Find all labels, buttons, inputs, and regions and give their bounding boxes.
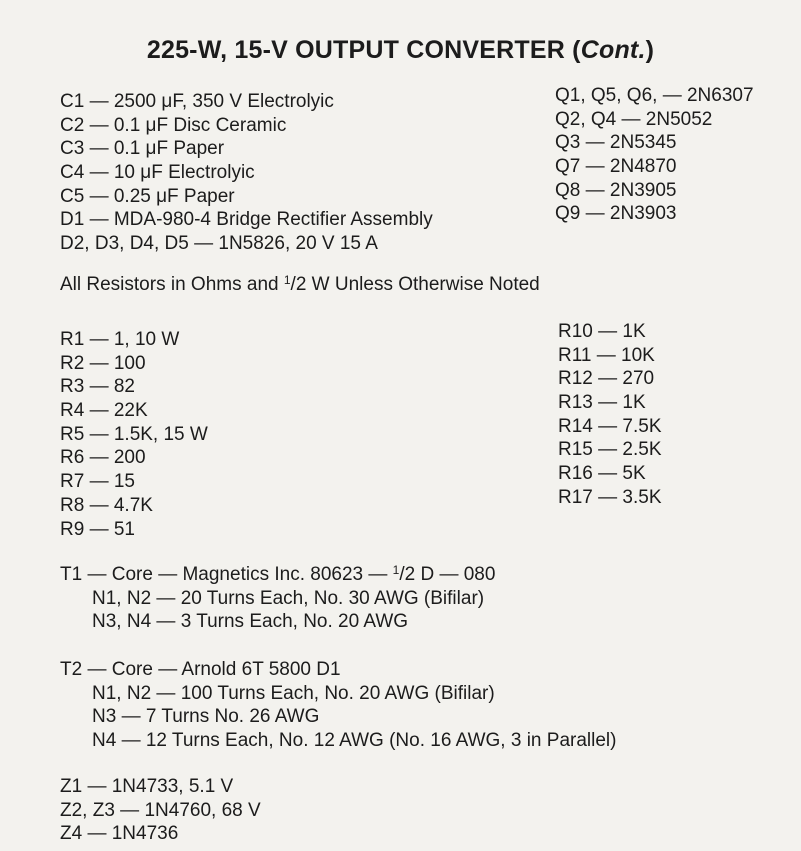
parts-line: R7 — 15 [60,471,135,493]
parts-line: R12 — 270 [558,368,655,390]
capacitor-diode-list [60,90,433,256]
t1-core: T1 — Core — Magnetics Inc. 80623 — $^1$/2 D — 080 [60,563,496,585]
parts-line: R8 — 4.7K [60,494,153,516]
parts-line: Z2, Z3 — 1N4760, 68 V [60,799,261,821]
parts-line: R3 — 82 [60,376,135,398]
page-title [0,36,801,65]
parts-line: R17 — 3.5K [558,486,662,508]
title-close: ) [645,36,655,64]
parts-line: R1 — 1, 10 W [60,329,180,350]
parts-line: Q7 — 2N4870 [555,156,677,178]
t2-core: T2 — Core — Arnold 6T 5800 D1 [60,659,341,680]
parts-line: C4 — 10 μF Electrolyic [60,162,255,184]
parts-line: Z4 — 1N4736 [60,823,179,844]
resistor-list-right [558,320,662,510]
t2-winding: N4 — 12 Turns Each, No. 12 AWG (No. 16 AWG, 3 in Parallel) [92,729,617,751]
t2-winding: N1, N2 — 100 Turns Each, No. 20 AWG (Bifilar) [92,682,495,704]
title-cont: Cont. [580,36,646,64]
parts-line: C3 — 0.1 μF Paper [60,138,225,160]
parts-line: C1 — 2500 μF, 350 V Electrolyic [60,91,334,112]
t2-winding: N3 — 7 Turns No. 26 AWG [92,706,320,727]
parts-line: Z1 — 1N4733, 5.1 V [60,776,234,797]
resistor-list-left [60,328,208,541]
title-main: 225-W, 15-V OUTPUT CONVERTER ( [146,36,581,64]
parts-line: R2 — 100 [60,352,146,374]
parts-line: R11 — 10K [558,344,655,366]
transistor-list [555,84,754,226]
parts-line: R14 — 7.5K [558,415,662,437]
fraction-numerator: 1 [283,273,291,287]
parts-line: R15 — 2.5K [558,439,662,461]
parts-line: D1 — MDA-980-4 Bridge Rectifier Assembly [60,209,433,231]
parts-line: Q8 — 2N3905 [555,179,677,201]
parts-line: R6 — 200 [60,447,146,469]
parts-line: R5 — 1.5K, 15 W [60,423,208,445]
parts-line: R4 — 22K [60,400,148,422]
parts-line: C2 — 0.1 μF Disc Ceramic [60,114,287,136]
parts-line: D2, D3, D4, D5 — 1N5826, 20 V 15 A [60,233,378,255]
t1-winding: N3, N4 — 3 Turns Each, No. 20 AWG [92,611,409,632]
zener-list [60,775,261,846]
parts-line: Q1, Q5, Q6, — 2N6307 [555,85,754,106]
transformer-t2 [60,658,616,752]
parts-line: C5 — 0.25 μF Paper [60,185,235,207]
fraction-numerator: 1 [392,563,400,577]
transformer-t1 [60,563,495,634]
parts-line: R13 — 1K [558,392,646,414]
t1-winding: N1, N2 — 20 Turns Each, No. 30 AWG (Bifilar) [92,587,485,609]
parts-line: Q2, Q4 — 2N5052 [555,108,713,130]
resistor-note: All Resistors in Ohms and $^1$/2 W Unless Otherwise Noted [60,273,540,295]
parts-line: R9 — 51 [60,518,135,540]
parts-line: R16 — 5K [558,463,646,485]
parts-line: Q9 — 2N3903 [555,203,677,225]
parts-line: R10 — 1K [558,321,646,342]
parts-line: Q3 — 2N5345 [555,132,677,154]
